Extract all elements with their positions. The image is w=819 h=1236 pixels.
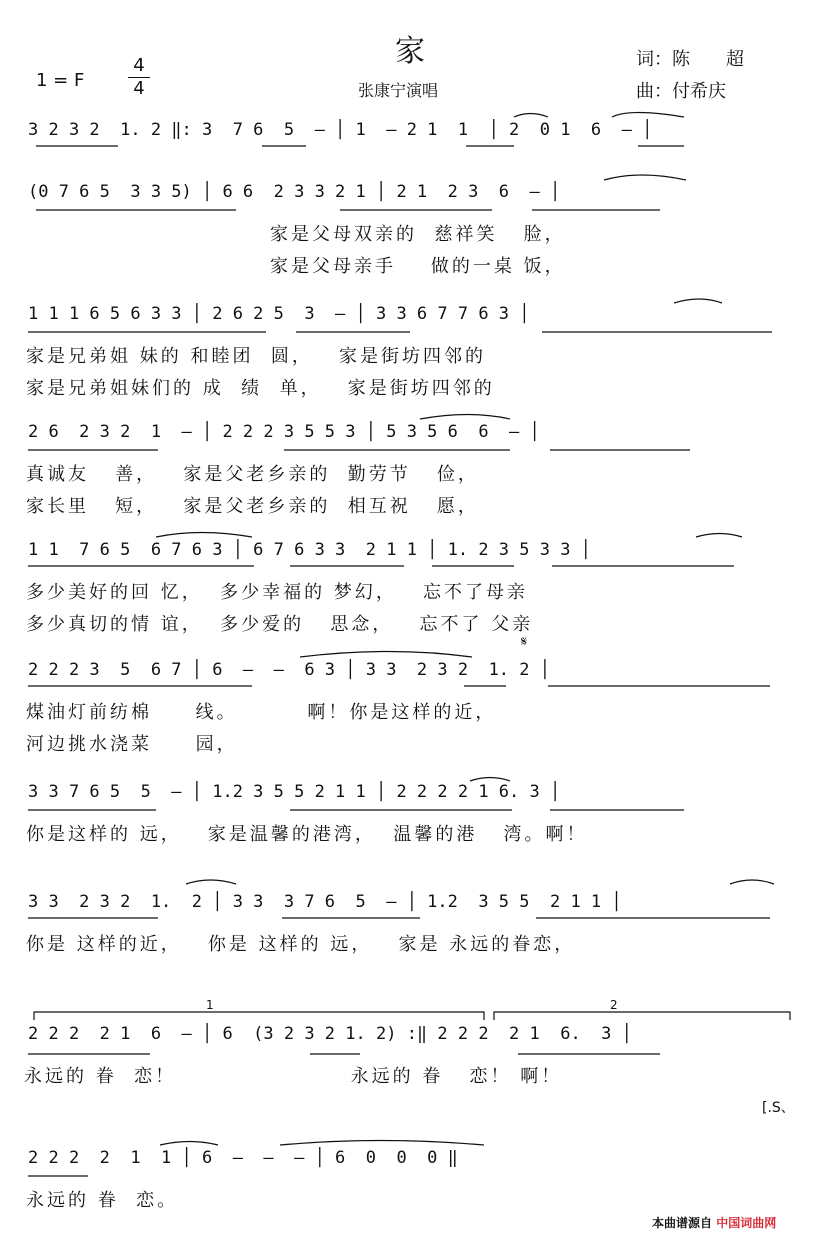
lyric-line-10-1: 永远的 眷 恋。 <box>26 1190 179 1211</box>
music-line-1: 3 2 3 2 1. 2 ‖: 3 7 6 5 — │ 1 — 2 1 1 │ 2 0 1 6 — │ <box>28 120 653 140</box>
footer-site-link[interactable]: 中国词曲网 <box>716 1216 777 1230</box>
lyric-line-5-2: 多少真切的情 谊， 多少爱的 思念， 忘不了 父亲 <box>26 614 534 635</box>
song-title: 家 <box>395 34 425 69</box>
lyric-line-6-2: 河边挑水浇菜 园， <box>26 734 238 755</box>
volta-2-label: 2 <box>610 998 618 1012</box>
lyric-line-4-1: 真诚友 善， 家是父老乡亲的 勤劳节 俭， <box>26 464 479 485</box>
source-footer <box>652 1214 776 1231</box>
music-line-9: 2 2 2 2 1 6 — │ 6 (3 2 3 2 1. 2) :‖ 2 2 2 2 1 6. 3 │ <box>28 1024 632 1044</box>
lyric-line-2-1: 家是父母双亲的 慈祥笑 脸， <box>270 224 566 245</box>
music-line-4: 2 6 2 3 2 1 — │ 2 2 2 3 5 5 3 │ 5 3 5 6 6 — │ <box>28 422 540 442</box>
music-line-6: 2 2 2 3 5 6 7 │ 6 — — 6 3 │ 3 3 2 3 2 1. 2 │ <box>28 660 550 680</box>
lyric-line-9-1: 永远的 眷 恋！ 永远的 眷 恋！ 啊！ <box>24 1066 563 1087</box>
lyric-line-3-1: 家是兄弟姐 妹的 和睦团 圆， 家是街坊四邻的 <box>26 346 487 367</box>
volta-1-label: 1 <box>206 998 214 1012</box>
lyricist-credit: 词：陈 超 <box>636 49 744 70</box>
singer-credit: 张康宁演唱 <box>358 81 439 100</box>
lyric-line-3-2: 家是兄弟姐妹们的 成 绩 单， 家是街坊四邻的 <box>26 378 495 399</box>
lyric-line-6-1: 煤油灯前纺棉 线。 啊！你是这样的近， <box>26 702 497 723</box>
lyric-line-4-2: 家长里 短， 家是父老乡亲的 相互祝 愿， <box>26 496 479 517</box>
time-signature-bottom: 4 <box>133 78 145 99</box>
footer-source-text: 本曲谱源自 <box>652 1216 713 1230</box>
music-line-10: 2 2 2 2 1 1 │ 6 — — — │ 6 0 0 0 ‖ <box>28 1148 458 1168</box>
dal-segno-mark: [.S、 <box>762 1100 795 1116</box>
music-line-2: (0 7 6 5 3 3 5) │ 6 6 2 3 3 2 1 │ 2 1 2 3 6 — │ <box>28 182 561 202</box>
lyric-line-5-1: 多少美好的回 忆， 多少幸福的 梦幻， 忘不了母亲 <box>26 582 529 603</box>
time-signature-top: 4 <box>133 55 145 76</box>
credits <box>636 44 744 108</box>
music-line-8: 3 3 2 3 2 1. 2 │ 3 3 3 7 6 5 — │ 1.2 3 5 5 2 1 1 │ <box>28 892 622 912</box>
music-line-7: 3 3 7 6 5 5 — │ 1.2 3 5 5 2 1 1 │ 2 2 2 2 1 6. 3 │ <box>28 782 561 802</box>
key-signature: 1 = F <box>36 70 85 91</box>
lyric-line-7-1: 你是这样的 远， 家是温馨的港湾， 温馨的港 湾。啊！ <box>26 824 588 845</box>
time-signature <box>128 56 150 99</box>
lyric-line-2-2: 家是父母亲手 做的一桌 饭， <box>270 256 566 277</box>
lyric-line-8-1: 你是 这样的近， 你是 这样的 远， 家是 永远的眷恋， <box>26 934 576 955</box>
composer-credit: 曲：付希庆 <box>636 81 726 102</box>
music-line-3: 1 1 1 6 5 6 3 3 │ 2 6 2 5 3 — │ 3 3 6 7 7 6 3 │ <box>28 304 530 324</box>
segno-mark: 𝄋 <box>521 634 528 650</box>
music-line-5: 1 1 7 6 5 6 7 6 3 │ 6 7 6 3 3 2 1 1 │ 1. 2 3 5 3 3 │ <box>28 540 591 560</box>
